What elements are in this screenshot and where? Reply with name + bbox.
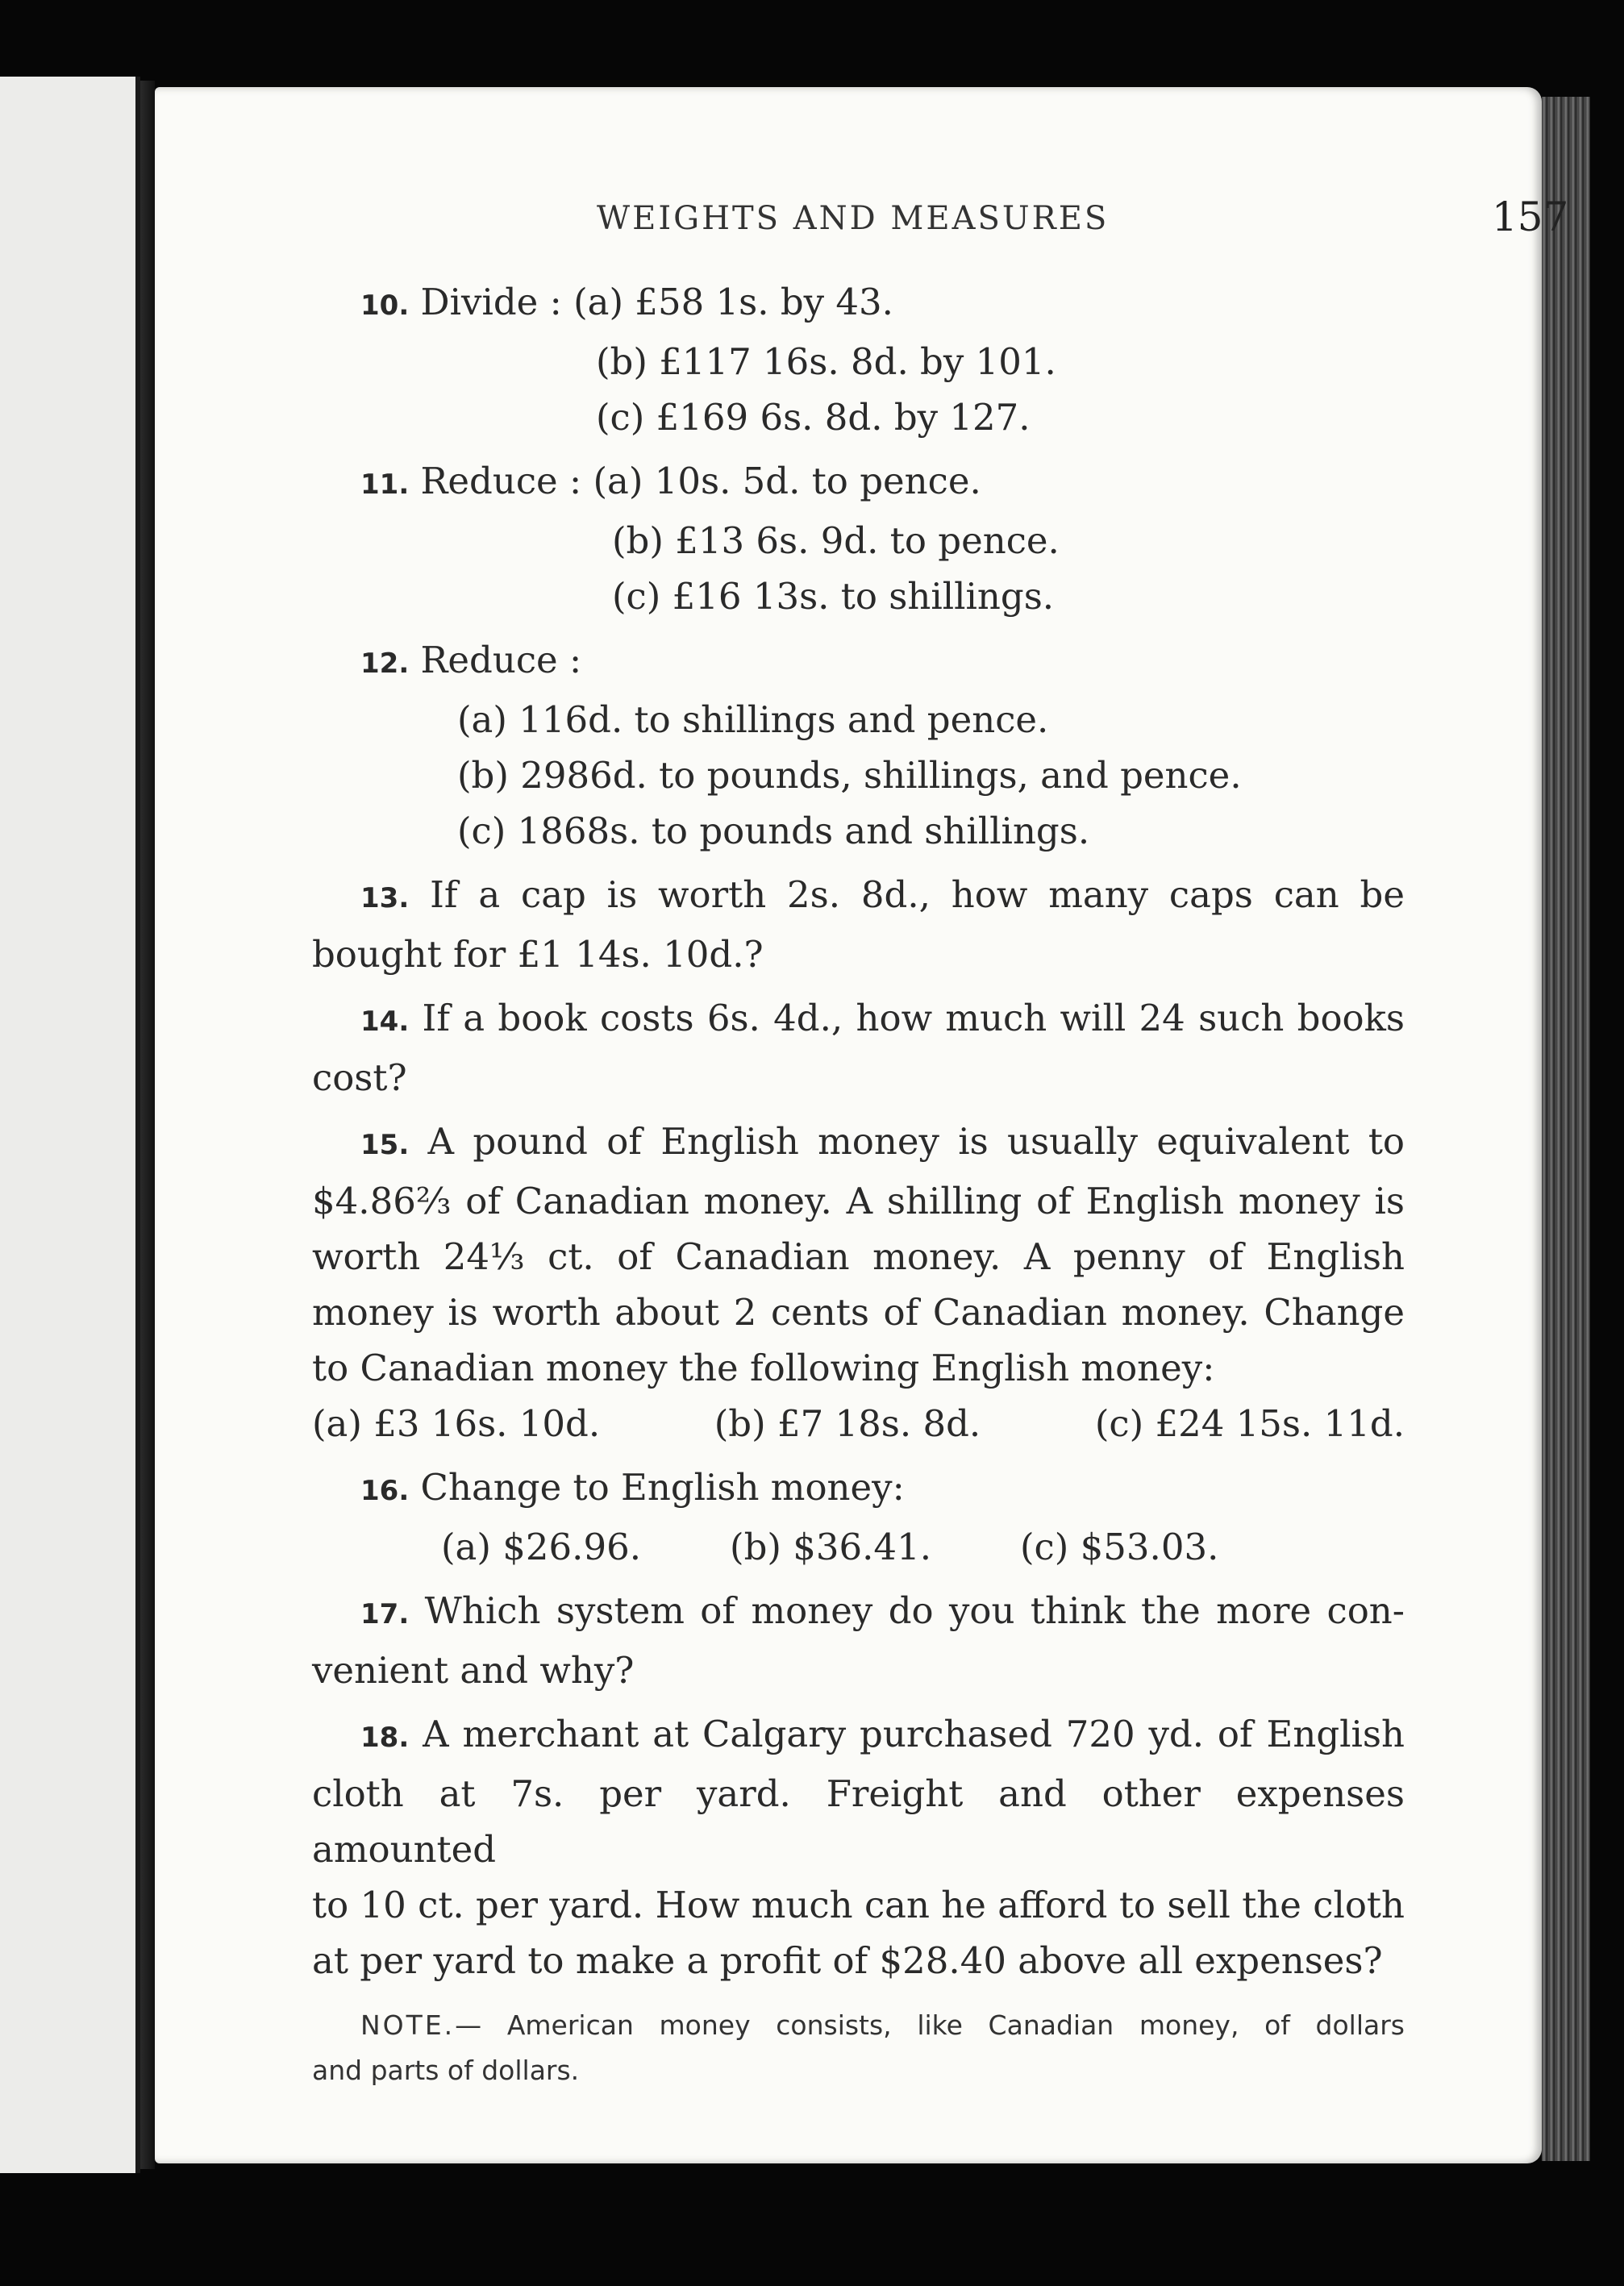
exercise-number: 13. [360,882,410,914]
exercise-part-a: (a) 116d. to shillings and pence. [457,698,1049,741]
exercise-text-line: venient and why? [312,1649,635,1692]
exercise-text-line: A pound of English money is usually equivalent to [427,1120,1405,1163]
page-header [155,194,1569,248]
exercise-14 [312,990,1405,1106]
note-label: NOTE. [360,2009,456,2041]
exercise-number: 17. [360,1598,410,1630]
exercise-13 [312,867,1405,982]
exercise-text-line: to 10 ct. per yard. How much can he afford to sell the cloth [312,1884,1405,1926]
exercise-text-line: worth 24⅓ ct. of Canadian money. A penny of English [312,1235,1405,1278]
exercise-11 [312,453,1405,624]
book-gutter [140,81,155,2169]
exercise-text-line: If a cap is worth 2s. 8d., how many caps can be [430,873,1405,916]
exercise-text-line: bought for £1 14s. 10d.? [312,933,764,976]
page-content [312,274,1405,2093]
exercise-text-line: to Canadian money the following English money: [312,1347,1215,1389]
facing-page-edge [0,77,140,2173]
exercise-text-line: A merchant at Calgary purchased 720 yd. of English [423,1713,1405,1755]
exercise-number: 10. [360,289,410,322]
exercise-10 [312,274,1405,445]
exercise-part-b: (b) £7 18s. 8d. [714,1402,981,1445]
exercise-part-c: (c) 1868s. to pounds and shillings. [457,810,1090,852]
exercise-number: 12. [360,647,410,680]
exercise-part-a: (a) $26.96. [441,1526,642,1568]
exercise-text-line: at per yard to make a profit of $28.40 above all expenses? [312,1939,1383,1982]
exercise-part-b: (b) £13 6s. 9d. to pence. [612,519,1060,562]
exercise-text-line: money is worth about 2 cents of Canadian money. Change [312,1291,1405,1334]
exercise-lead: Divide : [420,281,562,323]
exercise-part-a: (a) £3 16s. 10d. [312,1402,601,1445]
exercise-lead: Change to English money: [420,1466,905,1509]
exercise-text-line: Which system of money do you think the more con- [424,1589,1405,1632]
page-number: 157 [1492,194,1569,240]
exercise-15 [312,1114,1405,1451]
page-stack-edge [1542,97,1590,2161]
exercise-number: 14. [360,1006,410,1038]
exercise-part-c: (c) £16 13s. to shillings. [612,575,1055,618]
exercise-16 [312,1459,1405,1575]
exercise-lead: Reduce : [420,639,582,681]
note-text-line: — American money consists, like Canadian money, of dollars [455,2009,1405,2041]
exercise-12 [312,632,1405,859]
exercise-18 [312,1706,1405,1988]
exercise-lead: Reduce : [420,460,582,502]
running-head: WEIGHTS AND MEASURES [597,200,1110,237]
exercise-text-line: If a book costs 6s. 4d., how much will 24 such books [422,997,1405,1039]
note [312,2003,1405,2093]
exercise-part-b: (b) £117 16s. 8d. by 101. [596,340,1056,383]
exercise-number: 15. [360,1129,410,1161]
exercise-part-c: (c) £24 15s. 11d. [1094,1402,1405,1445]
exercise-part-b: (b) $36.41. [730,1526,931,1568]
exercise-text-line: $4.86⅔ of Canadian money. A shilling of English money is [312,1180,1405,1222]
exercise-17 [312,1583,1405,1698]
exercise-text-line: cost? [312,1056,407,1099]
exercise-parts [441,1519,1405,1575]
exercise-parts [312,1396,1405,1451]
exercise-number: 18. [360,1722,410,1754]
exercise-part-a: (a) 10s. 5d. to pence. [593,460,981,502]
exercise-part-b: (b) 2986d. to pounds, shillings, and pence. [457,754,1242,797]
exercise-part-a: (a) £58 1s. by 43. [573,281,893,323]
note-text-line: and parts of dollars. [312,2055,580,2086]
exercise-part-c: (c) £169 6s. 8d. by 127. [596,396,1031,439]
exercise-number: 11. [360,468,410,501]
exercise-number: 16. [360,1475,410,1507]
exercise-text-line: cloth at 7s. per yard. Freight and other expenses amounted [312,1772,1405,1871]
exercise-part-c: (c) $53.03. [1020,1526,1219,1568]
